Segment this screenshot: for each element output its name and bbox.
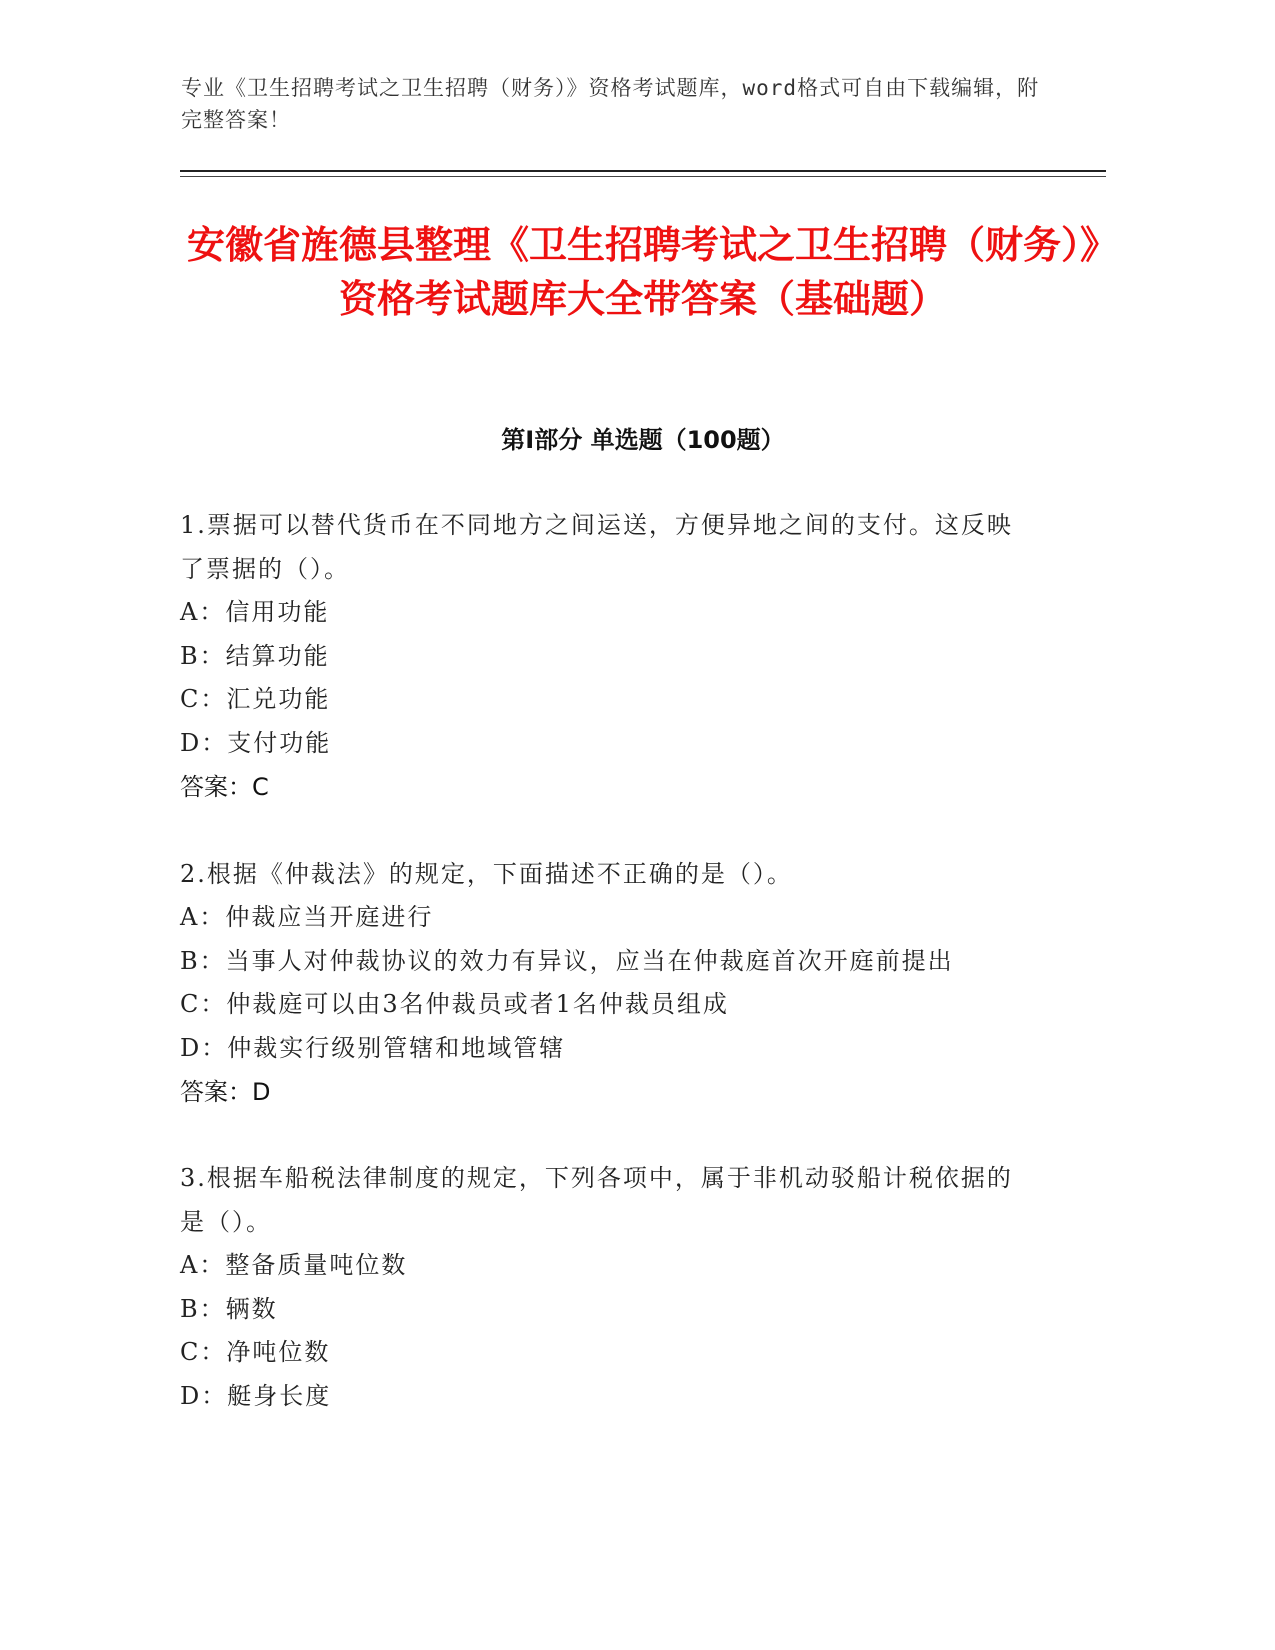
question-stem: 3.根据车船税法律制度的规定，下列各项中，属于非机动驳船计税依据的是（）。	[180, 1164, 1013, 1236]
option-d: D：仲裁实行级别管辖和地域管辖	[180, 1033, 566, 1062]
question-stem: 2.根据《仲裁法》的规定，下面描述不正确的是（）。	[180, 860, 793, 888]
section-title: 第Ⅰ部分 单选题（100题）	[501, 426, 785, 454]
option-a: A：仲裁应当开庭进行	[180, 903, 434, 931]
header-divider-thick	[180, 170, 1106, 172]
header-note: 专业《卫生招聘考试之卫生招聘（财务）》资格考试题库，word格式可自由下载编辑，附完整答案！	[181, 76, 1040, 132]
answer: 答案：C	[180, 773, 269, 801]
question-2	[180, 852, 1020, 1114]
option-a: A：整备质量吨位数	[180, 1251, 408, 1279]
option-c: C：仲裁庭可以由3名仲裁员或者1名仲裁员组成	[180, 990, 729, 1018]
question-stem: 1.票据可以替代货币在不同地方之间运送，方便异地之间的支付。这反映了票据的（）。	[180, 511, 1013, 583]
option-d: D：支付功能	[180, 728, 332, 757]
option-b: B：当事人对仲裁协议的效力有异议，应当在仲裁庭首次开庭前提出	[180, 946, 954, 975]
answer: 答案：D	[180, 1078, 271, 1106]
option-c: C：净吨位数	[180, 1338, 331, 1366]
option-a: A：信用功能	[180, 598, 330, 626]
question-1	[180, 503, 1020, 809]
option-d: D：艇身长度	[180, 1381, 332, 1410]
option-b: B：结算功能	[180, 641, 330, 670]
option-c: C：汇兑功能	[180, 685, 331, 713]
option-b: B：辆数	[180, 1294, 278, 1323]
question-3	[180, 1156, 1020, 1418]
document-title: 安徽省旌德县整理《卫生招聘考试之卫生招聘（财务）》资格考试题库大全带答案（基础题）	[186, 223, 1099, 321]
header-divider-thin	[180, 176, 1106, 177]
